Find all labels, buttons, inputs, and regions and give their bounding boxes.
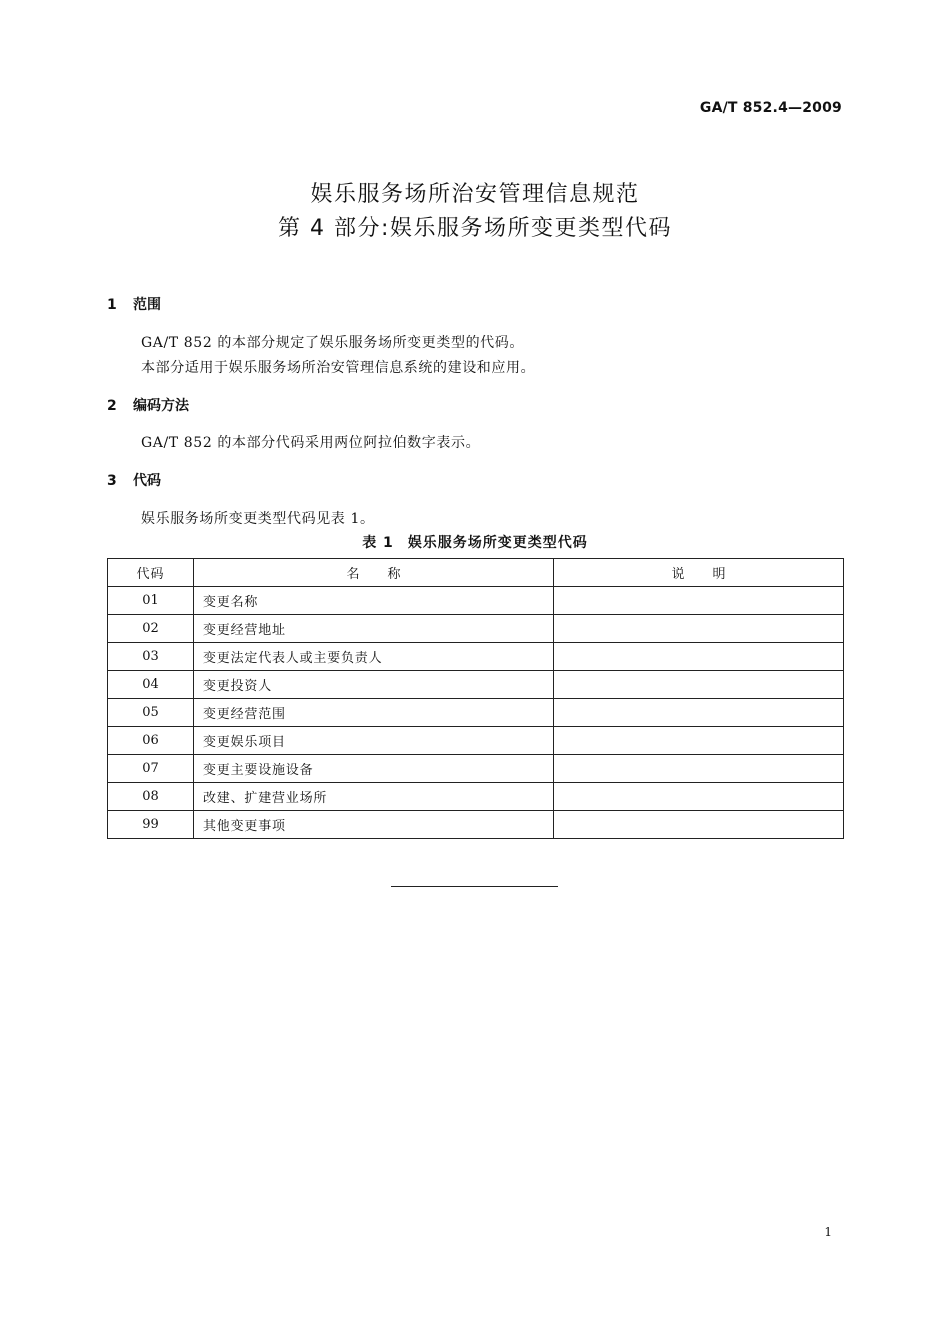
name-cell: 变更经营地址	[194, 615, 554, 643]
table-row	[108, 587, 844, 615]
note-cell	[554, 615, 844, 643]
code-cell: 07	[108, 755, 194, 783]
section-number: 1	[107, 297, 117, 313]
header-note: 说明	[554, 559, 844, 587]
table-row	[108, 783, 844, 811]
note-cell	[554, 811, 844, 839]
name-cell: 其他变更事项	[194, 811, 554, 839]
section-number: 2	[107, 398, 117, 414]
section-1-paragraph-1: GA/T 852 的本部分规定了娱乐服务场所变更类型的代码。	[141, 335, 524, 351]
header-name: 名称	[194, 559, 554, 587]
table-caption	[0, 532, 950, 552]
section-number: 3	[107, 473, 117, 489]
code-cell: 99	[108, 811, 194, 839]
name-cell: 变更投资人	[194, 671, 554, 699]
section-2-paragraph-1: GA/T 852 的本部分代码采用两位阿拉伯数字表示。	[141, 435, 481, 451]
name-cell: 变更经营范围	[194, 699, 554, 727]
table-row	[108, 615, 844, 643]
table-header-row	[108, 559, 844, 587]
section-3-paragraph-1: 娱乐服务场所变更类型代码见表 1。	[141, 511, 375, 527]
change-type-code-table	[107, 558, 844, 839]
name-cell: 变更娱乐项目	[194, 727, 554, 755]
page-number: 1	[824, 1225, 832, 1239]
header-code: 代码	[108, 559, 194, 587]
note-cell	[554, 755, 844, 783]
note-cell	[554, 643, 844, 671]
document-title	[0, 178, 950, 246]
section-title: 编码方法	[133, 398, 189, 414]
title-line-2: 第 4 部分:娱乐服务场所变更类型代码	[278, 216, 672, 241]
table-row	[108, 699, 844, 727]
code-cell: 03	[108, 643, 194, 671]
end-of-document-rule	[391, 886, 558, 887]
table-caption-title: 娱乐服务场所变更类型代码	[407, 535, 588, 551]
section-1-heading	[107, 294, 161, 314]
section-title: 范围	[133, 297, 161, 313]
code-cell: 01	[108, 587, 194, 615]
note-cell	[554, 587, 844, 615]
table-caption-label: 表 1	[362, 535, 394, 551]
name-cell: 变更名称	[194, 587, 554, 615]
name-cell: 变更主要设施设备	[194, 755, 554, 783]
section-3-heading	[107, 470, 161, 490]
table-row	[108, 811, 844, 839]
name-cell: 改建、扩建营业场所	[194, 783, 554, 811]
table-row	[108, 671, 844, 699]
standard-code: GA/T 852.4—2009	[699, 100, 842, 116]
note-cell	[554, 727, 844, 755]
title-line-1: 娱乐服务场所治安管理信息规范	[310, 182, 640, 207]
table-row	[108, 727, 844, 755]
code-cell: 06	[108, 727, 194, 755]
code-cell: 08	[108, 783, 194, 811]
section-title: 代码	[133, 473, 161, 489]
table-row	[108, 643, 844, 671]
note-cell	[554, 783, 844, 811]
section-2-heading	[107, 395, 189, 415]
note-cell	[554, 671, 844, 699]
name-cell: 变更法定代表人或主要负责人	[194, 643, 554, 671]
table-row	[108, 755, 844, 783]
code-cell: 05	[108, 699, 194, 727]
note-cell	[554, 699, 844, 727]
code-cell: 04	[108, 671, 194, 699]
code-cell: 02	[108, 615, 194, 643]
section-1-paragraph-2: 本部分适用于娱乐服务场所治安管理信息系统的建设和应用。	[141, 360, 536, 376]
